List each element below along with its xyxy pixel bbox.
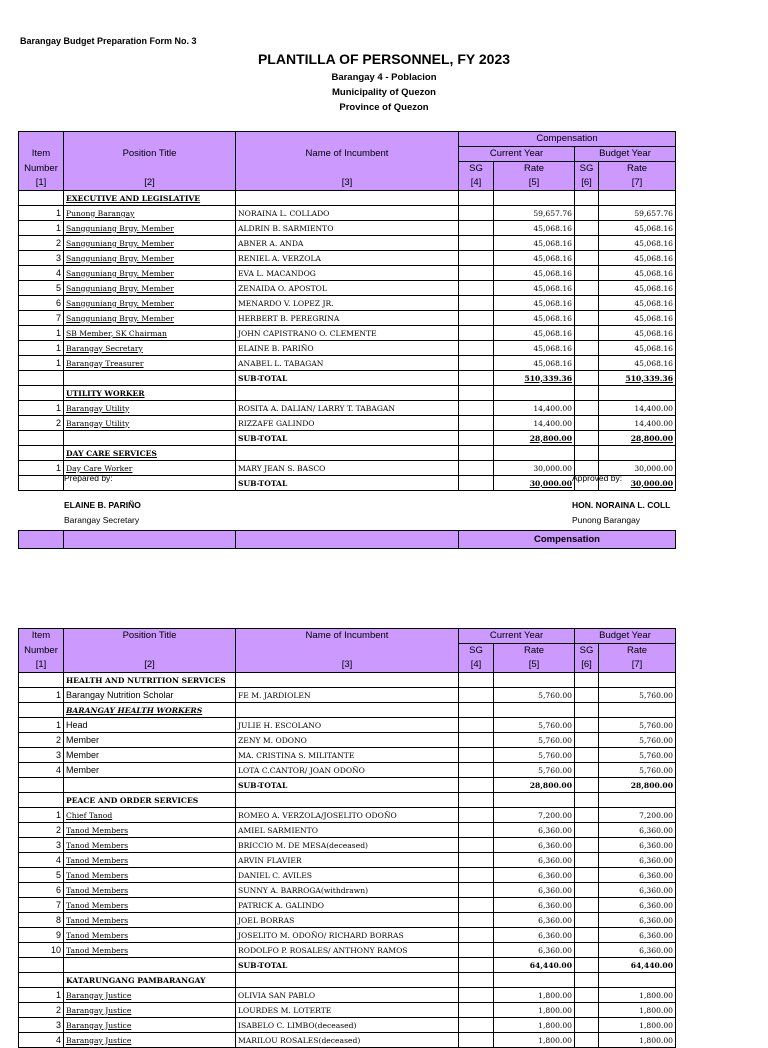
col-index: [3] bbox=[236, 176, 459, 191]
table-row bbox=[19, 823, 676, 838]
section-title: EXECUTIVE AND LEGISLATIVE bbox=[64, 191, 236, 206]
incumbent-header: Name of Incumbent bbox=[236, 147, 459, 162]
budget-rate: 1,800.00 bbox=[599, 1033, 676, 1048]
incumbent-name: LOTA C.CANTOR/ JOAN ODOÑO bbox=[236, 763, 459, 778]
position-title: Barangay Utility bbox=[64, 416, 236, 431]
col-index: [5] bbox=[494, 176, 575, 191]
position-title: Member bbox=[64, 733, 236, 748]
item-number: 1 bbox=[19, 356, 64, 371]
compensation-strip bbox=[18, 530, 676, 549]
section-title: KATARUNGANG PAMBARANGAY bbox=[64, 973, 236, 988]
budget-rate: 45,068.16 bbox=[599, 221, 676, 236]
table-row bbox=[19, 311, 676, 326]
table-row bbox=[19, 341, 676, 356]
section-title: HEALTH AND NUTRITION SERVICES bbox=[64, 673, 236, 688]
item-number: 3 bbox=[19, 748, 64, 763]
incumbent-name: MENARDO V. LOPEZ JR. bbox=[236, 296, 459, 311]
current-rate: 5,760.00 bbox=[494, 688, 575, 703]
table-row bbox=[19, 688, 676, 703]
budget-rate: 5,760.00 bbox=[599, 688, 676, 703]
incumbent-name: JOSELITO M. ODOÑO/ RICHARD BORRAS bbox=[236, 928, 459, 943]
incumbent-name: ELAINE B. PARIÑO bbox=[236, 341, 459, 356]
item-number: 9 bbox=[19, 928, 64, 943]
current-rate: 5,760.00 bbox=[494, 763, 575, 778]
sg-header: SG bbox=[575, 162, 599, 177]
incumbent-name: MARILOU ROSALES(deceased) bbox=[236, 1033, 459, 1048]
current-rate: 6,360.00 bbox=[494, 853, 575, 868]
incumbent-name: JULIE H. ESCOLANO bbox=[236, 718, 459, 733]
position-title: Sangguniang Brgy. Member bbox=[64, 311, 236, 326]
section-title: PEACE AND ORDER SERVICES bbox=[64, 793, 236, 808]
item-number: 4 bbox=[19, 1033, 64, 1048]
position-title: Tanod Members bbox=[64, 853, 236, 868]
position-title: Tanod Members bbox=[64, 883, 236, 898]
position-title: Barangay Utility bbox=[64, 401, 236, 416]
budget-rate: 6,360.00 bbox=[599, 943, 676, 958]
incumbent-name: AMIEL SARMIENTO bbox=[236, 823, 459, 838]
current-rate: 30,000.00 bbox=[494, 461, 575, 476]
table-row bbox=[19, 236, 676, 251]
incumbent-name: JOEL BORRAS bbox=[236, 913, 459, 928]
table-row bbox=[19, 928, 676, 943]
current-rate: 45,068.16 bbox=[494, 326, 575, 341]
table-row bbox=[19, 296, 676, 311]
table-row bbox=[19, 416, 676, 431]
budget-rate: 6,360.00 bbox=[599, 883, 676, 898]
col-index: [3] bbox=[236, 658, 459, 673]
current-rate: 14,400.00 bbox=[494, 401, 575, 416]
incumbent-name: PATRICK A. GALINDO bbox=[236, 898, 459, 913]
item-number: 1 bbox=[19, 221, 64, 236]
position-title: Sangguniang Brgy. Member bbox=[64, 296, 236, 311]
table-row bbox=[19, 1018, 676, 1033]
item-number: 7 bbox=[19, 898, 64, 913]
position-title: Tanod Members bbox=[64, 898, 236, 913]
position-title: Sangguniang Brgy. Member bbox=[64, 266, 236, 281]
budget-rate: 14,400.00 bbox=[599, 401, 676, 416]
incumbent-name: HERBERT B. PEREGRINA bbox=[236, 311, 459, 326]
number-header: Number bbox=[19, 644, 64, 659]
col-index: [4] bbox=[459, 176, 494, 191]
position-title: Barangay Secretary bbox=[64, 341, 236, 356]
sg-header: SG bbox=[575, 644, 599, 659]
item-number: 6 bbox=[19, 296, 64, 311]
table-row bbox=[19, 266, 676, 281]
subtotal-label: SUB-TOTAL bbox=[236, 371, 459, 386]
table-row bbox=[19, 898, 676, 913]
current-rate: 45,068.16 bbox=[494, 221, 575, 236]
position-title: Sangguniang Brgy. Member bbox=[64, 221, 236, 236]
incumbent-name: BRICCIO M. DE MESA(deceased) bbox=[236, 838, 459, 853]
item-number: 1 bbox=[19, 718, 64, 733]
table-row bbox=[19, 1003, 676, 1018]
position-title: Sangguniang Brgy. Member bbox=[64, 251, 236, 266]
position-title: Day Care Worker bbox=[64, 461, 236, 476]
section-title: BARANGAY HEALTH WORKERS bbox=[64, 703, 236, 718]
compensation-header: Compensation bbox=[459, 531, 676, 549]
budget-rate: 1,800.00 bbox=[599, 1003, 676, 1018]
subtotal-value: 28,800.00 bbox=[494, 431, 575, 446]
current-rate: 45,068.16 bbox=[494, 311, 575, 326]
province-name: Province of Quezon bbox=[339, 102, 429, 113]
item-number: 4 bbox=[19, 763, 64, 778]
budget-rate: 6,360.00 bbox=[599, 913, 676, 928]
table-row bbox=[19, 988, 676, 1003]
position-title: Tanod Members bbox=[64, 943, 236, 958]
form-number: Barangay Budget Preparation Form No. 3 bbox=[20, 36, 197, 46]
budget-rate: 6,360.00 bbox=[599, 898, 676, 913]
position-title: Barangay Justice bbox=[64, 988, 236, 1003]
budget-rate: 14,400.00 bbox=[599, 416, 676, 431]
table-row bbox=[19, 1033, 676, 1048]
table-row bbox=[19, 748, 676, 763]
budget-rate: 59,657.76 bbox=[599, 206, 676, 221]
position-title: Sangguniang Brgy. Member bbox=[64, 236, 236, 251]
compensation-header: Compensation bbox=[459, 132, 676, 147]
position-title: Barangay Treasurer bbox=[64, 356, 236, 371]
budget-rate: 6,360.00 bbox=[599, 853, 676, 868]
budget-rate: 45,068.16 bbox=[599, 356, 676, 371]
budget-rate: 5,760.00 bbox=[599, 718, 676, 733]
incumbent-name: EVA L. MACANDOG bbox=[236, 266, 459, 281]
item-header: Item bbox=[19, 629, 64, 644]
current-rate: 45,068.16 bbox=[494, 356, 575, 371]
table-row bbox=[19, 718, 676, 733]
rate-header: Rate bbox=[599, 644, 676, 659]
item-number: 2 bbox=[19, 733, 64, 748]
item-number: 1 bbox=[19, 326, 64, 341]
municipality-name: Municipality of Quezon bbox=[332, 87, 436, 98]
table-row bbox=[19, 206, 676, 221]
col-index: [4] bbox=[459, 658, 494, 673]
col-index: [2] bbox=[64, 176, 236, 191]
current-rate: 5,760.00 bbox=[494, 733, 575, 748]
position-title: Barangay Justice bbox=[64, 1018, 236, 1033]
current-rate: 5,760.00 bbox=[494, 748, 575, 763]
position-title: Tanod Members bbox=[64, 928, 236, 943]
current-rate: 6,360.00 bbox=[494, 823, 575, 838]
table-row bbox=[19, 913, 676, 928]
table-row bbox=[19, 868, 676, 883]
rate-header: Rate bbox=[494, 644, 575, 659]
item-number: 1 bbox=[19, 808, 64, 823]
budget-rate: 6,360.00 bbox=[599, 823, 676, 838]
preparer-title: Barangay Secretary bbox=[64, 515, 140, 525]
incumbent-name: SUNNY A. BARROGA(withdrawn) bbox=[236, 883, 459, 898]
current-rate: 45,068.16 bbox=[494, 341, 575, 356]
current-rate: 59,657.76 bbox=[494, 206, 575, 221]
current-rate: 14,400.00 bbox=[494, 416, 575, 431]
position-title: SB Member, SK Chairman bbox=[64, 326, 236, 341]
current-rate: 1,800.00 bbox=[494, 988, 575, 1003]
subtotal-value: 510,339.36 bbox=[599, 371, 676, 386]
plantilla-table-2 bbox=[18, 628, 676, 1048]
budget-rate: 45,068.16 bbox=[599, 326, 676, 341]
item-number: 1 bbox=[19, 341, 64, 356]
incumbent-name: LOURDES M. LOTERTE bbox=[236, 1003, 459, 1018]
plantilla-table-1 bbox=[18, 131, 676, 491]
rate-header: Rate bbox=[599, 162, 676, 177]
incumbent-name: NORAINA L. COLLADO bbox=[236, 206, 459, 221]
item-number: 10 bbox=[19, 943, 64, 958]
current-rate: 1,800.00 bbox=[494, 1018, 575, 1033]
subtotal-value: 28,800.00 bbox=[494, 778, 575, 793]
item-number: 5 bbox=[19, 281, 64, 296]
position-title: Tanod Members bbox=[64, 838, 236, 853]
rate-header: Rate bbox=[494, 162, 575, 177]
table-row bbox=[19, 943, 676, 958]
table-row bbox=[19, 853, 676, 868]
col-index: [2] bbox=[64, 658, 236, 673]
position-title: Tanod Members bbox=[64, 913, 236, 928]
subtotal-value: 28,800.00 bbox=[599, 778, 676, 793]
barangay-name: Barangay 4 - Poblacion bbox=[331, 72, 437, 83]
incumbent-name: ZENY M. ODONO bbox=[236, 733, 459, 748]
current-rate: 1,800.00 bbox=[494, 1003, 575, 1018]
budget-rate: 45,068.16 bbox=[599, 266, 676, 281]
section-title: UTILITY WORKER bbox=[64, 386, 236, 401]
number-header: Number bbox=[19, 162, 64, 177]
current-rate: 7,200.00 bbox=[494, 808, 575, 823]
item-header: Item bbox=[19, 147, 64, 162]
position-title: Tanod Members bbox=[64, 868, 236, 883]
budget-rate: 5,760.00 bbox=[599, 748, 676, 763]
incumbent-name: MARY JEAN S. BASCO bbox=[236, 461, 459, 476]
budget-rate: 5,760.00 bbox=[599, 733, 676, 748]
item-number: 1 bbox=[19, 401, 64, 416]
position-header: Position Title bbox=[64, 629, 236, 644]
subtotal-value: 30,000.00 bbox=[599, 476, 676, 491]
subtotal-label: SUB-TOTAL bbox=[236, 476, 459, 491]
approved-by-label: Approved by: bbox=[572, 473, 623, 483]
current-rate: 45,068.16 bbox=[494, 296, 575, 311]
incumbent-name: RODOLFO P. ROSALES/ ANTHONY RAMOS bbox=[236, 943, 459, 958]
item-number: 2 bbox=[19, 416, 64, 431]
position-title: Head bbox=[64, 718, 236, 733]
budget-year-header: Budget Year bbox=[575, 147, 676, 162]
incumbent-name: ISABELO C. LIMBO(deceased) bbox=[236, 1018, 459, 1033]
col-index: [6] bbox=[575, 658, 599, 673]
preparer-name: ELAINE B. PARIÑO bbox=[64, 500, 141, 510]
budget-rate: 30,000.00 bbox=[599, 461, 676, 476]
current-rate: 6,360.00 bbox=[494, 913, 575, 928]
col-index: [5] bbox=[494, 658, 575, 673]
sg-header: SG bbox=[459, 162, 494, 177]
position-title: Punong Barangay bbox=[64, 206, 236, 221]
subtotal-label: SUB-TOTAL bbox=[236, 778, 459, 793]
section-title: DAY CARE SERVICES bbox=[64, 446, 236, 461]
item-number: 4 bbox=[19, 266, 64, 281]
approver-name: HON. NORAINA L. COLL bbox=[572, 500, 671, 510]
item-number: 1 bbox=[19, 461, 64, 476]
item-number: 1 bbox=[19, 688, 64, 703]
subtotal-label: SUB-TOTAL bbox=[236, 958, 459, 973]
incumbent-name: JOHN CAPISTRANO O. CLEMENTE bbox=[236, 326, 459, 341]
current-rate: 6,360.00 bbox=[494, 898, 575, 913]
incumbent-name: ALDRIN B. SARMIENTO bbox=[236, 221, 459, 236]
col-index: [7] bbox=[599, 658, 676, 673]
budget-rate: 45,068.16 bbox=[599, 296, 676, 311]
position-title: Barangay Nutrition Scholar bbox=[64, 688, 236, 703]
budget-rate: 1,800.00 bbox=[599, 1018, 676, 1033]
item-number: 3 bbox=[19, 251, 64, 266]
table-row bbox=[19, 251, 676, 266]
page-title: PLANTILLA OF PERSONNEL, FY 2023 bbox=[257, 51, 511, 67]
incumbent-name: RIZZAFE GALINDO bbox=[236, 416, 459, 431]
current-year-header: Current Year bbox=[459, 629, 575, 644]
item-number: 6 bbox=[19, 883, 64, 898]
item-number: 3 bbox=[19, 838, 64, 853]
position-header: Position Title bbox=[64, 147, 236, 162]
budget-year-header: Budget Year bbox=[575, 629, 676, 644]
col-index: [6] bbox=[575, 176, 599, 191]
item-number: 1 bbox=[19, 206, 64, 221]
incumbent-name: ZENAIDA O. APOSTOL bbox=[236, 281, 459, 296]
budget-rate: 45,068.16 bbox=[599, 236, 676, 251]
position-title: Tanod Members bbox=[64, 823, 236, 838]
item-number: 5 bbox=[19, 868, 64, 883]
budget-rate: 45,068.16 bbox=[599, 281, 676, 296]
incumbent-name: RENIEL A. VERZOLA bbox=[236, 251, 459, 266]
current-rate: 6,360.00 bbox=[494, 868, 575, 883]
position-title: Barangay Justice bbox=[64, 1003, 236, 1018]
current-rate: 45,068.16 bbox=[494, 281, 575, 296]
current-rate: 45,068.16 bbox=[494, 251, 575, 266]
col-index: [1] bbox=[19, 658, 64, 673]
subtotal-value: 28,800.00 bbox=[599, 431, 676, 446]
budget-rate: 6,360.00 bbox=[599, 838, 676, 853]
subtotal-value: 510,339.36 bbox=[494, 371, 575, 386]
table-row bbox=[19, 401, 676, 416]
current-rate: 6,360.00 bbox=[494, 838, 575, 853]
budget-rate: 1,800.00 bbox=[599, 988, 676, 1003]
subtotal-value: 30,000.00 bbox=[494, 476, 575, 491]
col-index: [1] bbox=[19, 176, 64, 191]
current-rate: 6,360.00 bbox=[494, 928, 575, 943]
item-number: 2 bbox=[19, 823, 64, 838]
current-rate: 1,800.00 bbox=[494, 1033, 575, 1048]
incumbent-name: FE M. JARDIOLEN bbox=[236, 688, 459, 703]
item-number: 8 bbox=[19, 913, 64, 928]
table-row bbox=[19, 221, 676, 236]
incumbent-name: ROMEO A. VERZOLA/JOSELITO ODOÑO bbox=[236, 808, 459, 823]
incumbent-name: ANABEL L. TABAGAN bbox=[236, 356, 459, 371]
position-title: Chief Tanod bbox=[64, 808, 236, 823]
table-row bbox=[19, 356, 676, 371]
budget-rate: 7,200.00 bbox=[599, 808, 676, 823]
position-title: Member bbox=[64, 763, 236, 778]
current-rate: 5,760.00 bbox=[494, 718, 575, 733]
incumbent-name: ROSITA A. DALIAN/ LARRY T. TABAGAN bbox=[236, 401, 459, 416]
budget-rate: 6,360.00 bbox=[599, 928, 676, 943]
current-rate: 6,360.00 bbox=[494, 883, 575, 898]
item-number: 7 bbox=[19, 311, 64, 326]
subtotal-value: 64,440.00 bbox=[494, 958, 575, 973]
table-row bbox=[19, 808, 676, 823]
table-row bbox=[19, 883, 676, 898]
current-year-header: Current Year bbox=[459, 147, 575, 162]
budget-rate: 45,068.16 bbox=[599, 341, 676, 356]
current-rate: 45,068.16 bbox=[494, 266, 575, 281]
position-title: Member bbox=[64, 748, 236, 763]
table-row bbox=[19, 838, 676, 853]
position-title: Sangguniang Brgy. Member bbox=[64, 281, 236, 296]
budget-rate: 45,068.16 bbox=[599, 311, 676, 326]
col-index: [7] bbox=[599, 176, 676, 191]
position-title: Barangay Justice bbox=[64, 1033, 236, 1048]
table-row bbox=[19, 733, 676, 748]
item-number: 4 bbox=[19, 853, 64, 868]
sg-header: SG bbox=[459, 644, 494, 659]
table-row bbox=[19, 326, 676, 341]
item-number: 3 bbox=[19, 1018, 64, 1033]
incumbent-name: DANIEL C. AVILES bbox=[236, 868, 459, 883]
budget-rate: 45,068.16 bbox=[599, 251, 676, 266]
subtotal-value: 64,440.00 bbox=[599, 958, 676, 973]
incumbent-name: MA. CRISTINA S. MILITANTE bbox=[236, 748, 459, 763]
incumbent-name: ABNER A. ANDA bbox=[236, 236, 459, 251]
budget-rate: 6,360.00 bbox=[599, 868, 676, 883]
budget-rate: 5,760.00 bbox=[599, 763, 676, 778]
approver-title: Punong Barangay bbox=[572, 515, 641, 525]
current-rate: 45,068.16 bbox=[494, 236, 575, 251]
prepared-by-label: Prepared by: bbox=[64, 473, 113, 483]
item-number: 1 bbox=[19, 988, 64, 1003]
current-rate: 6,360.00 bbox=[494, 943, 575, 958]
item-number: 2 bbox=[19, 236, 64, 251]
incumbent-name: ARVIN FLAVIER bbox=[236, 853, 459, 868]
incumbent-name: OLIVIA SAN PABLO bbox=[236, 988, 459, 1003]
table-row bbox=[19, 763, 676, 778]
table-row bbox=[19, 281, 676, 296]
incumbent-header: Name of Incumbent bbox=[236, 629, 459, 644]
subtotal-label: SUB-TOTAL bbox=[236, 431, 459, 446]
item-number: 2 bbox=[19, 1003, 64, 1018]
